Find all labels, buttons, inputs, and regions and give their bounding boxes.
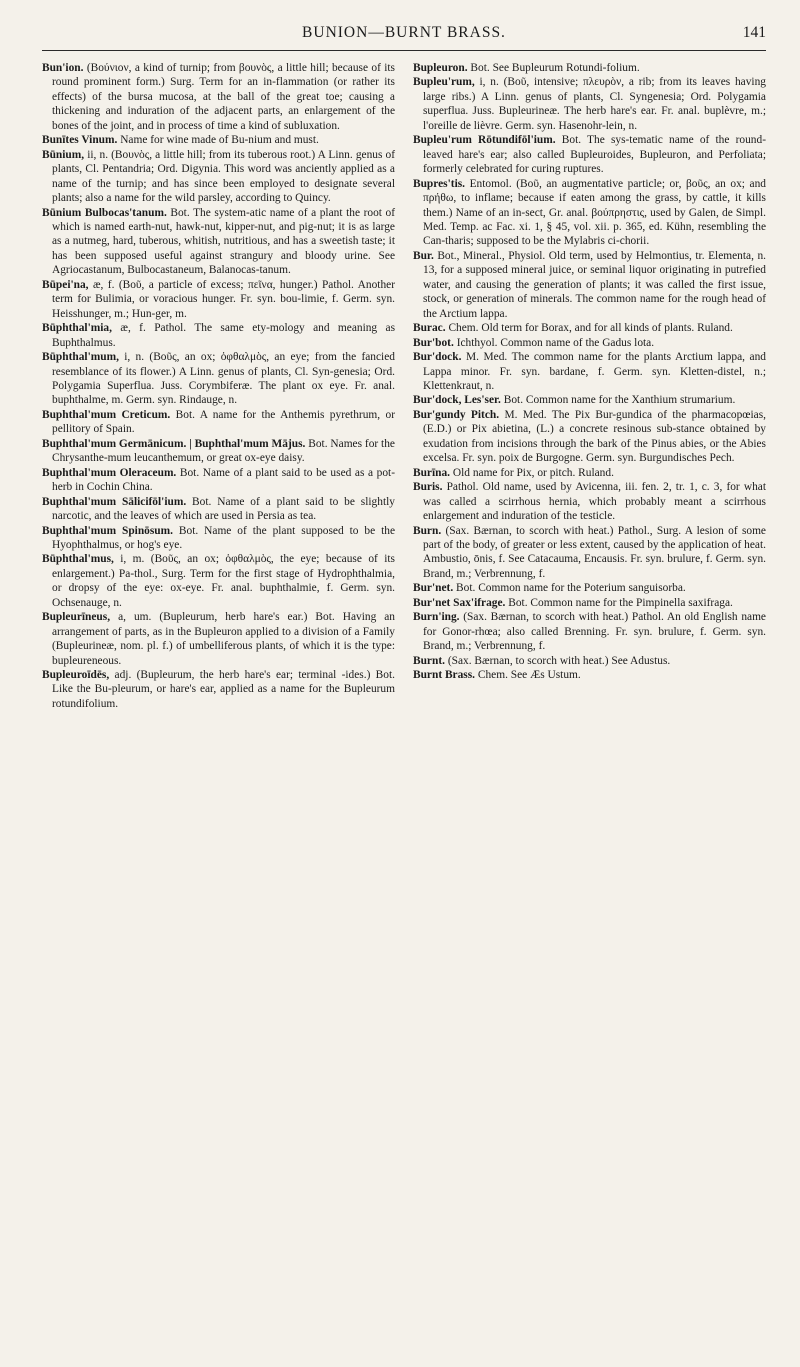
entry-headword: Bun'ion. (42, 62, 84, 74)
entry-text: Bot. A name for the Anthemis pyrethrum, or pellitory of Spain. (52, 408, 395, 436)
entry-text: Bot. Names for the Chrysanthe-mum leucanthemum, or great ox-eye daisy. (52, 437, 395, 465)
dictionary-entry (42, 668, 395, 711)
dictionary-entry (413, 524, 766, 582)
entry-text: Bot., Mineral., Physiol. Old term, used by Helmontius, tr. Elementa, n. 13, for a supposed mineral juice, or seminal liquor originating in putrefied water, and causing the generation of plants; it was called the first issue, stock, or generation of minerals. The common name for the rough head of the Arctium lappa. (423, 249, 766, 320)
dictionary-entry (413, 75, 766, 133)
entry-headword: Buris. (413, 481, 443, 494)
dictionary-entry (42, 148, 395, 206)
entry-text: i, n. (Βοῦ, intensive; πλευρὸν, a rib; from its leaves having large ribs.) A Linn. genus of plants, Cl. Syngenesia; Ord. Polygamia superflua. Juss. Bupleurineæ. The herb hare's ear. Fr. anal. buplèvre, m.; l'oreille de lièvre. Germ. syn. Hasenohr-lein, n. (423, 76, 766, 132)
entry-text: æ, f. (Βοῦ, a particle of excess; πεῖνα, hunger.) Pathol. Another term for Bulimia, or voracious hunger. Fr. syn. bou-limie, f. Germ. syn. Heisshunger, m.; Hun-ger, m. (52, 278, 395, 320)
dictionary-entry (42, 61, 395, 133)
entry-text: Bot. Common name for the Pimpinella saxifraga. (508, 596, 733, 609)
entry-text: Bot. The sys-tematic name of the round-leaved hare's ear; also called Bupleuroides, Bupleuron, and Perfoliata; formerly celebrated for curing ruptures. (423, 134, 766, 176)
dictionary-entry (413, 596, 766, 610)
entry-headword: Bupres'tis. (413, 177, 466, 190)
entry-headword: Būpei'na, (42, 278, 89, 291)
entry-text: Chem. Old term for Borax, and for all kinds of plants. Ruland. (448, 322, 733, 335)
entry-text: (Sax. Bærnan, to scorch with heat.) Pathol. An old English name for Gonor-rhœa; also called Brenning. Fr. syn. brulure, f. Germ. syn. Brand, m.; Verbrennung, f. (423, 611, 766, 653)
dictionary-page (0, 10, 800, 1367)
entry-headword: Bur'bot. (413, 336, 454, 349)
dictionary-entry (413, 610, 766, 653)
dictionary-entry (42, 133, 395, 147)
entry-text: Old name for Pix, or pitch. Ruland. (452, 466, 614, 479)
dictionary-entry (413, 668, 766, 682)
left-column (42, 61, 395, 711)
entry-text: a, um. (Bupleurum, herb hare's ear.) Bot. Having an arrangement of parts, as in the Bupleuron applied to a division of a Family (Bupleurineæ, nom. pl. f.) of umbelliferous plants, of which it is the type: bupleureneous. (52, 611, 395, 667)
entry-headword: Bupleurīneus, (42, 611, 111, 624)
entry-text: Bot. The system-atic name of a plant the root of which is named earth-nut, hawk-nut, kipper-nut, and pig-nut; it is as large as a nutmeg, hard, tuberous, whitish, nutritious, and has a sweetish taste; it has been supposed useful against strangury and bloody urine. See Agriocastanum, Bulbocastaneum, Balanocas-tanum. (52, 206, 395, 277)
columns (42, 61, 766, 711)
entry-headword: Buphthal'mum Sālicifōl'ium. (42, 495, 187, 508)
dictionary-entry (42, 278, 395, 321)
entry-text: (Sax. Bærnan, to scorch with heat.) Pathol., Surg. A lesion of some part of the body, of greater or less extent, caused by the application of heat. Ambustio, ōnis, f. See Catacauma, Encausis. Fr. syn. brulure, f. Germ. syn. Brand, m.; Verbrennung, f. (423, 524, 766, 580)
entry-text: Bot. Name of a plant said to be slightly narcotic, and the leaves of which are used in Persia as tea. (52, 495, 395, 523)
dictionary-entry (413, 654, 766, 668)
entry-text: ii, n. (Βουνὸς, a little hill; from its tuberous root.) A Linn. genus of plants, Cl. Pentandria; Ord. Digynia. This word was anciently applied as a name of the turnip; and has since been employed to designate several plants; also a name for the wild parsley, according to Quincy. (52, 148, 395, 205)
entry-text: (Βούνιον, a kind of turnip; from βουνὸς, a little hill; because of its round prominent form.) Surg. Term for an in-flammation (or rather its effects) of the bursa mucosa, at the ball of the great toe; causing a thickening and induration of the adjacent parts, an enlargement of the bones of the joint, and in process of time a kind of subluxation. (52, 62, 395, 132)
entry-headword: Bur'dock. (413, 351, 462, 364)
entry-text: (Sax. Bærnan, to scorch with heat.) See Adustus. (447, 654, 671, 667)
dictionary-entry (413, 466, 766, 480)
entry-text: Bot. See Bupleurum Rotundi-folium. (470, 62, 640, 74)
dictionary-entry (42, 321, 395, 350)
entry-text: M. Med. The common name for the plants Arctium lappa, and Lappa minor. Fr. syn. bardane, f. Germ. syn. Kletten-distel, n.; Klettenkraut, n. (423, 351, 766, 392)
entry-text: Bot. Common name for the Poterium sanguisorba. (456, 582, 686, 595)
dictionary-entry (42, 552, 395, 610)
dictionary-entry (42, 610, 395, 668)
entry-text: Pathol. Old name, used by Avicenna, iii. fen. 2, tr. 1, c. 3, for what was called a scirrhous hernia, which probably meant a scirrhous enlargement and induration of the testicle. (423, 481, 766, 523)
entry-text: Bot. Common name for the Xanthium strumarium. (503, 394, 736, 407)
dictionary-entry (42, 466, 395, 495)
entry-headword: Būphthal'mia, (42, 322, 112, 335)
entry-headword: Bur'net Sax'ifrage. (413, 596, 506, 609)
entry-text: Bot. Name of the plant supposed to be the Hyophthalmus, or hog's eye. (52, 524, 395, 551)
dictionary-entry (413, 177, 766, 249)
entry-headword: Bur'dock, Les'ser. (413, 394, 501, 407)
entry-headword: Bupleu'rum Rōtundifōl'ium. (413, 134, 556, 147)
dictionary-entry (42, 206, 395, 278)
entry-headword: Bur'net. (413, 582, 454, 595)
dictionary-entry (413, 61, 766, 75)
entry-headword: Buphthal'mum Creticum. (42, 408, 171, 421)
dictionary-entry (413, 336, 766, 350)
running-head: BUNION—BURNT BRASS. (302, 24, 506, 41)
entry-headword: Būphthal'mus, (42, 553, 114, 566)
entry-headword: Burn'ing. (413, 611, 460, 624)
entry-text: Name for wine made of Bu-nium and must. (120, 134, 319, 147)
entry-text: Bot. Name of a plant said to be used as a pot-herb in Cochin China. (52, 466, 395, 494)
dictionary-entry (413, 133, 766, 176)
dictionary-entry (42, 350, 395, 408)
entry-text: M. Med. The Pix Bur-gundica of the pharmacopœias, (E.D.) or Pix abietina, (L.) a concrete resinous sub-stance obtained by exudation from incisions through the bark of the Pinus abies, or the Abies excelsa. Fr. syn. poix de Burgogne. Germ. syn. Burgundisches Pech. (423, 408, 766, 465)
entry-text: i, m. (Βοῦς, an ox; ὀφθαλμὸς, the eye; because of its enlargement.) Pa-thol., Surg. Term for the first stage of Hydrophthalmia, or dropsy of the eye: ox-eye. Fr. anal. buphthalmie, f. Germ. syn. Ochsenauge, n. (52, 553, 395, 609)
dictionary-entry (42, 408, 395, 437)
right-column (413, 61, 766, 711)
dictionary-entry (413, 350, 766, 393)
entry-text: adj. (Bupleurum, the herb hare's ear; terminal -ides.) Bot. Like the Bu-pleurum, or hare's ear, applied as a name for the Bupleurum rotundifolium. (52, 669, 395, 710)
dictionary-entry (42, 437, 395, 466)
dictionary-entry (413, 249, 766, 321)
dictionary-entry (42, 495, 395, 524)
dictionary-entry (413, 408, 766, 466)
entry-headword: Bunītes Vinum. (42, 134, 118, 147)
dictionary-entry (413, 480, 766, 523)
entry-headword: Burac. (413, 322, 446, 335)
entry-headword: Būnium Bulbocas'tanum. (42, 206, 167, 219)
entry-text: i, n. (Βοῦς, an ox; ὀφθαλμὸς, an eye; from the fancied resemblance of its flower.) A Linn. genus of plants, Cl. Syn-genesia; Ord. Polygamia Superflua. Juss. Corymbiferæ. The plant ox eye. Fr. anal. buphthalme, m. Germ. syn. Rindauge, n. (52, 351, 395, 407)
page-header (42, 10, 766, 51)
entry-text: Chem. See Æs Ustum. (477, 669, 581, 682)
entry-headword: Bur'gundy Pitch. (413, 408, 500, 421)
entry-text: æ, f. Pathol. The same ety-mology and meaning as Buphthalmus. (52, 322, 395, 349)
entry-headword: Bupleuron. (413, 62, 468, 74)
entry-text: Ichthyol. Common name of the Gadus lota. (456, 336, 655, 349)
dictionary-entry (413, 321, 766, 335)
entry-headword: Buphthal'mum Spinōsum. (42, 524, 173, 537)
page-number: 141 (742, 24, 766, 41)
dictionary-entry (413, 393, 766, 407)
entry-headword: Burnt. (413, 654, 445, 667)
entry-headword: Bupleuroīdēs, (42, 669, 110, 682)
entry-headword: Būphthal'mum, (42, 351, 119, 364)
entry-headword: Buphthal'mum Germānicum. | Buphthal'mum Mājus. (42, 437, 306, 450)
entry-headword: Būnium, (42, 148, 85, 161)
dictionary-entry (42, 524, 395, 553)
dictionary-entry (413, 581, 766, 595)
entry-headword: Bur. (413, 249, 434, 262)
entry-headword: Burn. (413, 524, 442, 537)
entry-headword: Bupleu'rum, (413, 76, 475, 89)
entry-headword: Buphthal'mum Oleraceum. (42, 466, 177, 479)
entry-headword: Burnt Brass. (413, 669, 476, 682)
entry-text: Entomol. (Βοῦ, an augmentative particle; or, βοῦς, an ox; and πρήθω, to inflame; because if eaten among the grass, by cattle, it kills them.) Name of an in-sect, Gr. anal. βούπρηστις, used by Galen, de Simpl. Med. Temp. ac Fac. xi. 1, § 45, vol. xii. p. 365, ed. Kühn, resembling the Can-tharis; supposed to be the Mylabris ci-chorii. (423, 177, 766, 248)
entry-headword: Burīna. (413, 466, 451, 479)
